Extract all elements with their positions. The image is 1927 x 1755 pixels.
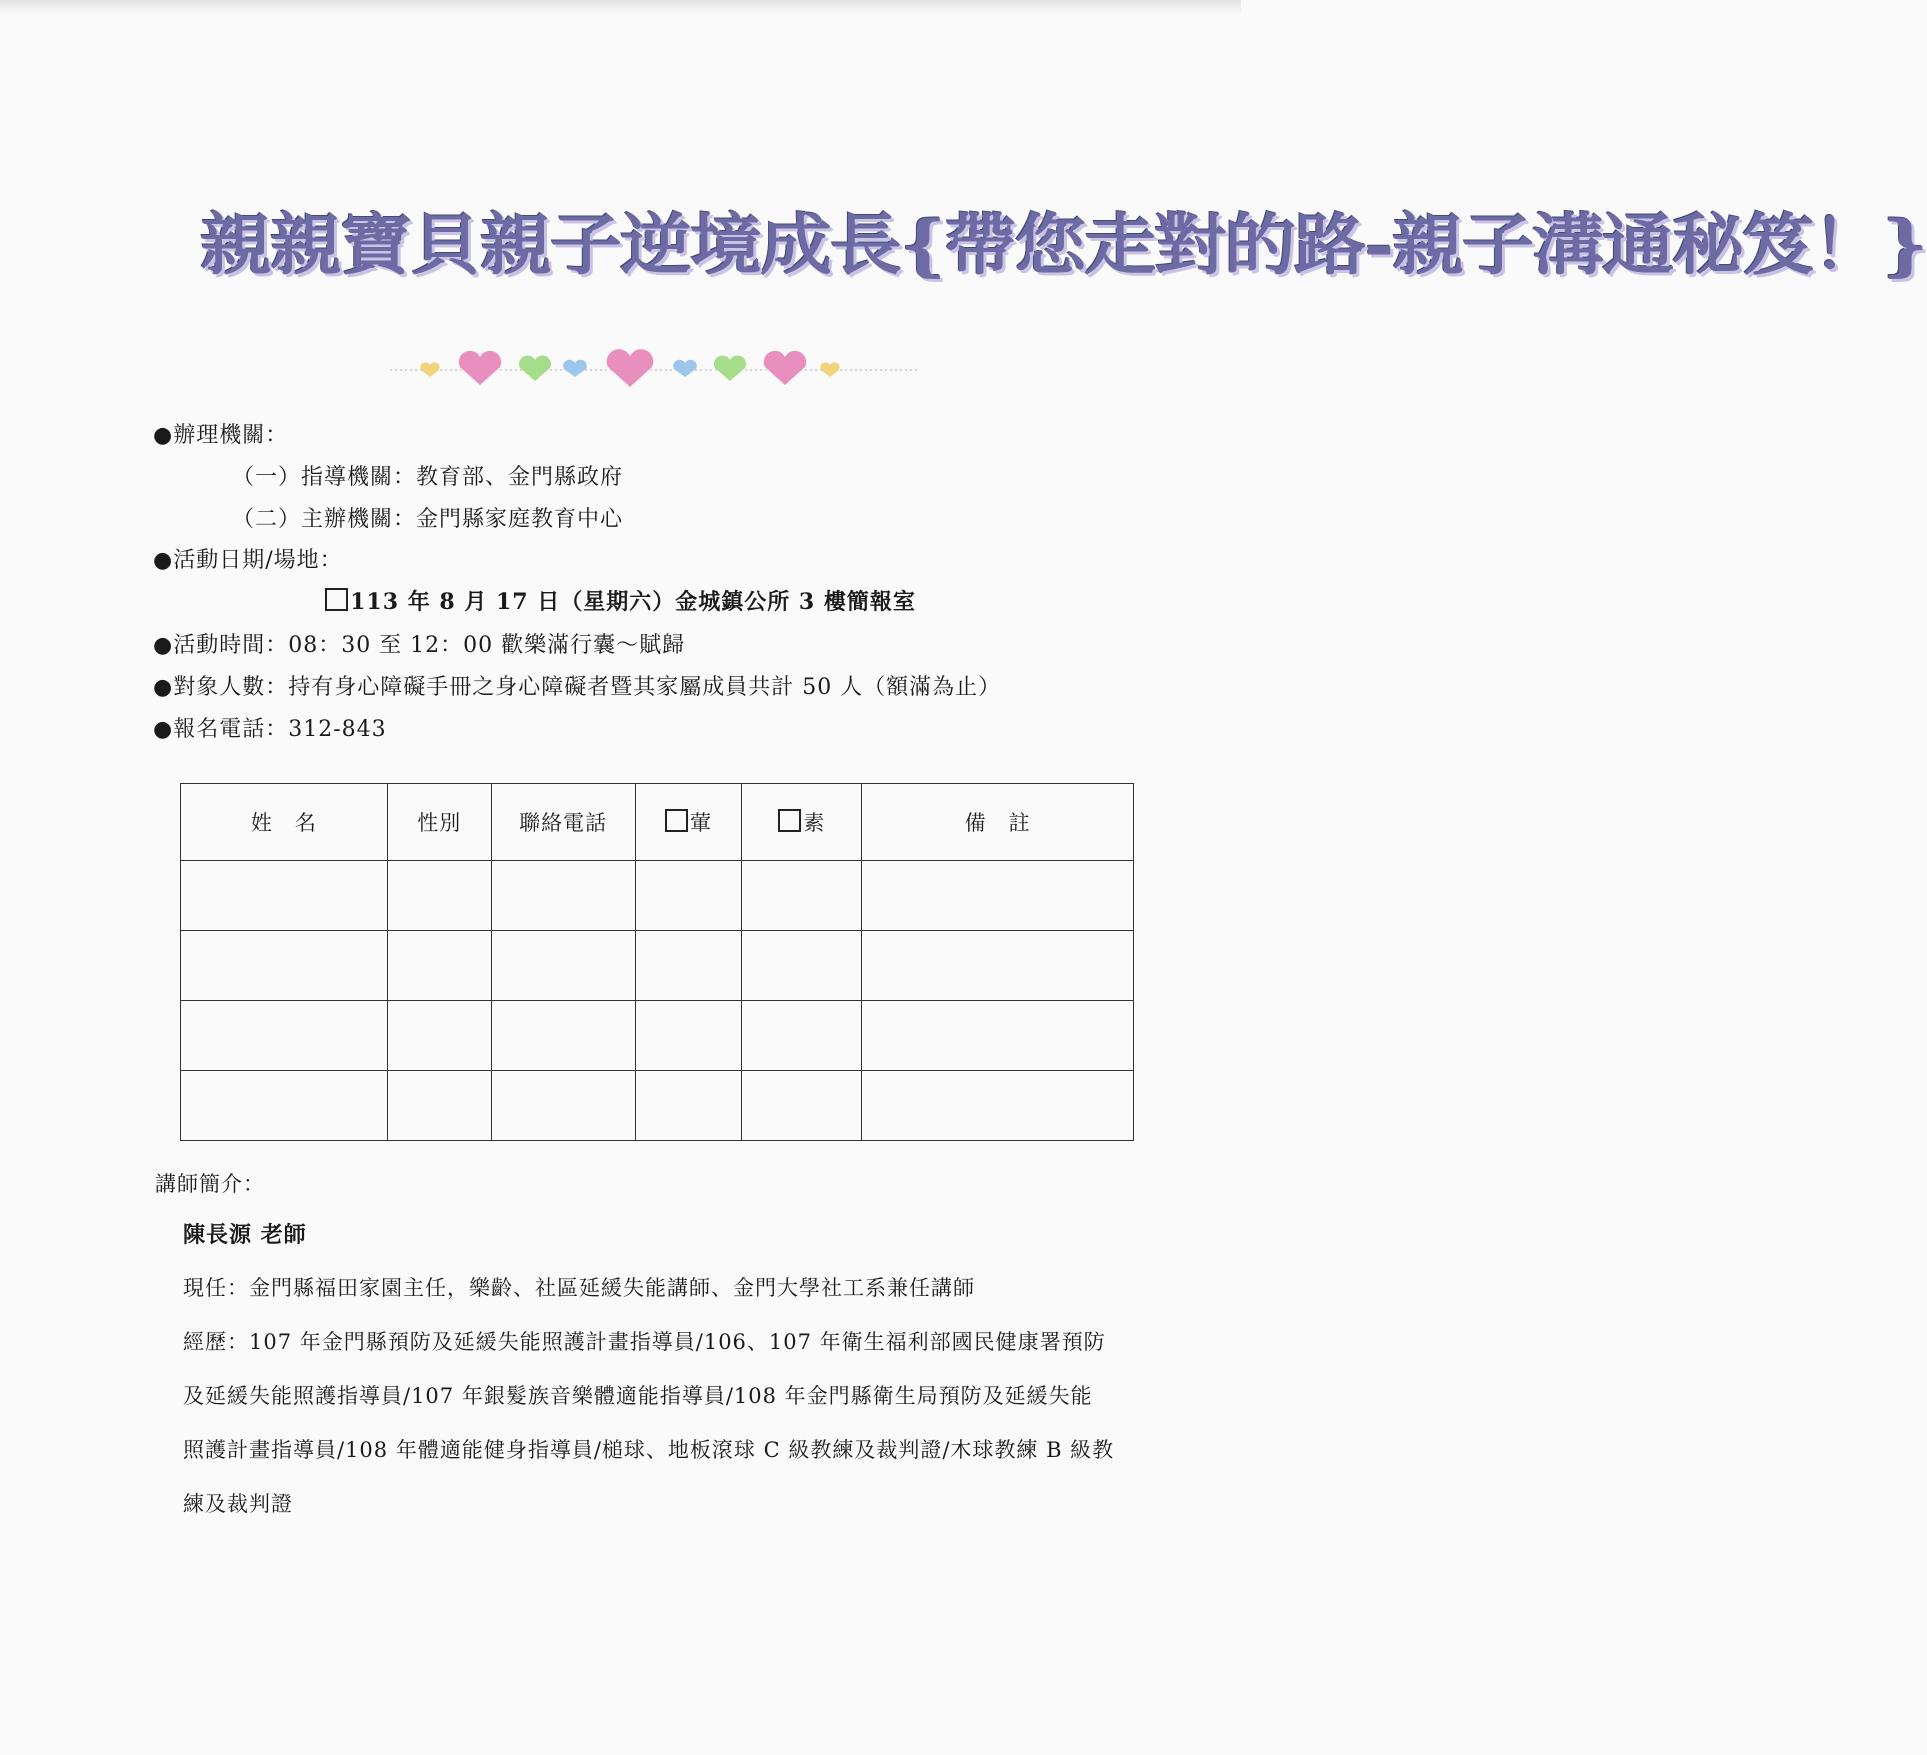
cell[interactable] — [181, 1001, 388, 1071]
col-phone: 聯絡電話 — [491, 784, 635, 861]
col-name: 姓 名 — [181, 784, 388, 861]
cell[interactable] — [491, 1071, 635, 1141]
heart-icon — [673, 360, 697, 377]
cell[interactable] — [635, 931, 742, 1001]
heart-icon — [519, 356, 551, 382]
heart-icon — [459, 351, 501, 385]
guiding-agency: （一）指導機關：教育部、金門縣政府 — [232, 465, 624, 490]
cell[interactable] — [742, 931, 862, 1001]
col-remarks: 備 註 — [862, 784, 1134, 861]
cell[interactable] — [862, 861, 1134, 931]
signup-phone: ●報名電話：312-843 — [153, 717, 387, 742]
date-venue-label: ●活動日期/場地： — [153, 548, 343, 573]
teacher-experience-line: 練及裁判證 — [183, 1492, 293, 1516]
table-row — [181, 1071, 1134, 1141]
heart-icon — [607, 349, 654, 387]
cell[interactable] — [387, 1001, 491, 1071]
organizer-label: ●辦理機關： — [153, 423, 289, 448]
heart-icon — [563, 360, 587, 377]
meat-checkbox[interactable] — [665, 809, 688, 832]
bio-heading: 講師簡介： — [155, 1172, 265, 1196]
cell[interactable] — [491, 861, 635, 931]
heart-icon — [764, 351, 806, 385]
cell[interactable] — [387, 861, 491, 931]
teacher-experience-line: 照護計畫指導員/108 年體適能健身指導員/槌球、地板滾球 C 級教練及裁判證/木球教練 B 級教 — [183, 1438, 1115, 1462]
activity-time: ●活動時間：08：30 至 12：00 歡樂滿行囊～賦歸 — [153, 633, 686, 658]
hearts-divider — [390, 345, 920, 395]
teacher-experience-line: 經歷：107 年金門縣預防及延緩失能照護計畫指導員/106、107 年衛生福利部國民健康署預防 — [183, 1330, 1106, 1354]
cell[interactable] — [742, 1071, 862, 1141]
cell[interactable] — [862, 931, 1134, 1001]
registration-table — [180, 783, 1134, 1141]
veg-checkbox[interactable] — [778, 809, 801, 832]
cell[interactable] — [181, 931, 388, 1001]
table-row — [181, 861, 1134, 931]
cell[interactable] — [635, 1071, 742, 1141]
table-header-row — [181, 784, 1134, 861]
cell[interactable] — [635, 861, 742, 931]
cell[interactable] — [742, 1001, 862, 1071]
host-agency: （二）主辦機關：金門縣家庭教育中心 — [232, 507, 624, 532]
cell[interactable] — [387, 931, 491, 1001]
cell[interactable] — [181, 861, 388, 931]
teacher-current-role: 現任：金門縣福田家園主任，樂齡、社區延緩失能講師、金門大學社工系兼任講師 — [183, 1276, 975, 1300]
cell[interactable] — [862, 1071, 1134, 1141]
cell[interactable] — [387, 1071, 491, 1141]
table-row — [181, 1001, 1134, 1071]
col-veg: 素 — [742, 784, 862, 861]
cell[interactable] — [862, 1001, 1134, 1071]
col-gender: 性別 — [387, 784, 491, 861]
checkbox-icon[interactable] — [325, 588, 348, 611]
target-participants: ●對象人數：持有身心障礙手冊之身心障礙者暨其家屬成員共計 50 人（額滿為止） — [153, 675, 1002, 700]
cell[interactable] — [635, 1001, 742, 1071]
page-title: 親親寶貝親子逆境成長{帶您走對的路-親子溝通秘笈！} — [200, 205, 1927, 284]
teacher-name: 陳長源 老師 — [183, 1222, 307, 1248]
cell[interactable] — [742, 861, 862, 931]
cell[interactable] — [491, 1001, 635, 1071]
heart-icon — [714, 356, 746, 381]
table-row — [181, 931, 1134, 1001]
date-venue-value: 113 年 8 月 17 日（星期六）金城鎮公所 3 樓簡報室 — [0, 585, 1241, 616]
cell[interactable] — [491, 931, 635, 1001]
cell[interactable] — [181, 1071, 388, 1141]
teacher-experience-line: 及延緩失能照護指導員/107 年銀髮族音樂體適能指導員/108 年金門縣衛生局預防及延緩失能 — [183, 1384, 1093, 1408]
col-meat: 葷 — [635, 784, 742, 861]
paper-edge — [0, 0, 1241, 14]
